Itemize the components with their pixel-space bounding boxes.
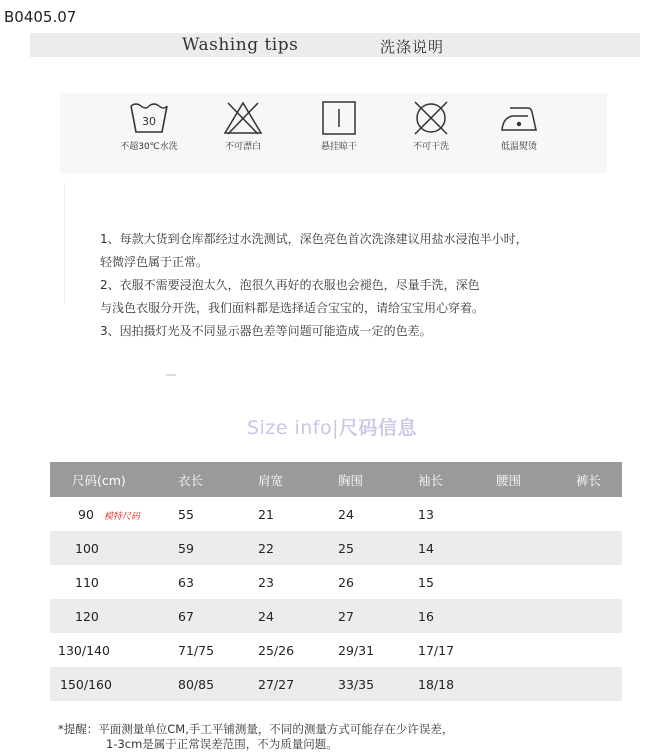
cell-size: 130/140: [58, 642, 110, 658]
cell-length: 71/75: [178, 642, 215, 658]
table-row: [50, 599, 622, 633]
care-label-hang-dry: 悬挂晾干: [320, 142, 357, 152]
decorative-line: [64, 183, 65, 303]
cell-shoulder: 22: [258, 531, 338, 565]
cell-size: 100: [50, 531, 178, 565]
tip-line-1: *提醒：平面测量单位CM,手工平铺测量，不同的测量方式可能存在少许误差，: [58, 722, 454, 736]
cell-sleeve: 14: [418, 531, 496, 565]
header-pants-length: 裤长: [576, 462, 622, 497]
cell-pants-length: [576, 633, 622, 667]
header-size: 尺码(cm): [50, 462, 178, 497]
wash-30-icon: [128, 100, 170, 136]
table-row: [50, 667, 622, 701]
size-table: [50, 462, 622, 701]
cell-size: 120: [50, 599, 178, 633]
cell-chest: 27: [338, 599, 418, 633]
header-sleeve: 袖长: [418, 462, 496, 497]
cell-sleeve: 15: [418, 574, 434, 590]
header-chest: 胸围: [338, 462, 418, 497]
cell-chest: 33/35: [338, 667, 418, 701]
product-code: B0405.07: [4, 8, 77, 26]
cell-size: 90 模特尺码: [78, 506, 140, 522]
cell-pants-length: [576, 531, 622, 565]
cell-length: 55: [178, 506, 194, 522]
decorative-dash: [166, 374, 176, 376]
cell-chest: 24: [338, 506, 354, 522]
care-item-no-dry-clean: [386, 100, 476, 152]
no-bleach-icon: [222, 100, 264, 136]
cell-waist: [496, 565, 576, 599]
care-item-wash: [104, 100, 194, 152]
table-row: [50, 497, 622, 531]
low-iron-icon: [498, 100, 540, 136]
cell-pants-length: [576, 497, 622, 531]
size-info-title: [0, 413, 664, 440]
cell-shoulder: 23: [258, 574, 274, 590]
cell-pants-length: [576, 667, 622, 701]
cell-shoulder: 27/27: [258, 667, 338, 701]
cell-sleeve: 13: [418, 506, 434, 522]
header-length: 衣长: [178, 462, 258, 497]
cell-length: 80/85: [178, 667, 258, 701]
table-row: [50, 531, 622, 565]
cell-shoulder: 21: [258, 506, 274, 522]
note-line: 轻微浮色属于正常。: [100, 255, 209, 269]
cell-chest: 25: [338, 531, 418, 565]
note-line: 3、因拍摄灯光及不同显示器色差等问题可能造成一定的色差。: [100, 324, 432, 338]
care-label-no-bleach: 不可漂白: [224, 142, 261, 152]
cell-waist: [496, 599, 576, 633]
cell-pants-length: [576, 599, 622, 633]
cell-waist: [496, 531, 576, 565]
cell-waist: [496, 497, 576, 531]
hang-dry-icon: [318, 100, 360, 136]
table-row: [50, 565, 622, 599]
size-table-header: [50, 462, 622, 497]
measurement-tip: [58, 722, 453, 752]
cell-sleeve: 16: [418, 599, 496, 633]
size-title-cn: 尺码信息: [339, 417, 418, 439]
cell-pants-length: [576, 565, 622, 599]
note-line: 2、衣服不需要浸泡太久，泡很久再好的衣服也会褪色，尽量手洗，深色: [100, 278, 480, 292]
care-label-no-dry-clean: 不可干洗: [412, 142, 449, 152]
cell-size: 110: [75, 574, 99, 590]
note-line: 与浅色衣服分开洗，我们面料都是选择适合宝宝的，请给宝宝用心穿着。: [100, 301, 485, 315]
note-line: 1、每款大货到仓库都经过水洗测试，深色亮色首次洗涤建议用盐水浸泡半小时，: [100, 232, 528, 246]
washing-title-en: Washing tips: [182, 35, 299, 55]
washing-notes: [100, 228, 620, 343]
washing-title-cn: 洗涤说明: [380, 38, 445, 56]
cell-waist: [496, 633, 576, 667]
cell-chest: 29/31: [338, 642, 375, 658]
care-item-hang-dry: [294, 100, 384, 152]
cell-length: 63: [178, 574, 194, 590]
washing-tips-bar: [30, 33, 640, 57]
cell-chest: 26: [338, 574, 354, 590]
cell-length: 59: [178, 531, 258, 565]
cell-length: 67: [178, 599, 258, 633]
cell-waist: [496, 667, 576, 701]
no-dry-clean-icon: [410, 100, 452, 136]
size-title-en: Size info: [246, 417, 333, 439]
cell-shoulder: 25/26: [258, 642, 295, 658]
care-label-wash: 不超30℃水洗: [120, 142, 178, 152]
table-row: [50, 633, 622, 667]
size-title-separator: |: [332, 417, 340, 439]
model-size-note: 模特尺码: [103, 511, 140, 522]
care-item-no-bleach: [198, 100, 288, 152]
cell-sleeve: 18/18: [418, 667, 496, 701]
header-shoulder: 肩宽: [258, 462, 338, 497]
cell-shoulder: 24: [258, 599, 338, 633]
cell-sleeve: 17/17: [418, 642, 455, 658]
care-item-low-iron: [474, 100, 564, 152]
wash-temperature: 30: [142, 115, 156, 128]
cell-size: 150/160: [50, 667, 178, 701]
care-label-low-iron: 低温熨烫: [500, 142, 537, 152]
tip-line-2: 1-3cm是属于正常误差范围，不为质量问题。: [106, 737, 338, 751]
header-waist: 腰围: [496, 462, 576, 497]
